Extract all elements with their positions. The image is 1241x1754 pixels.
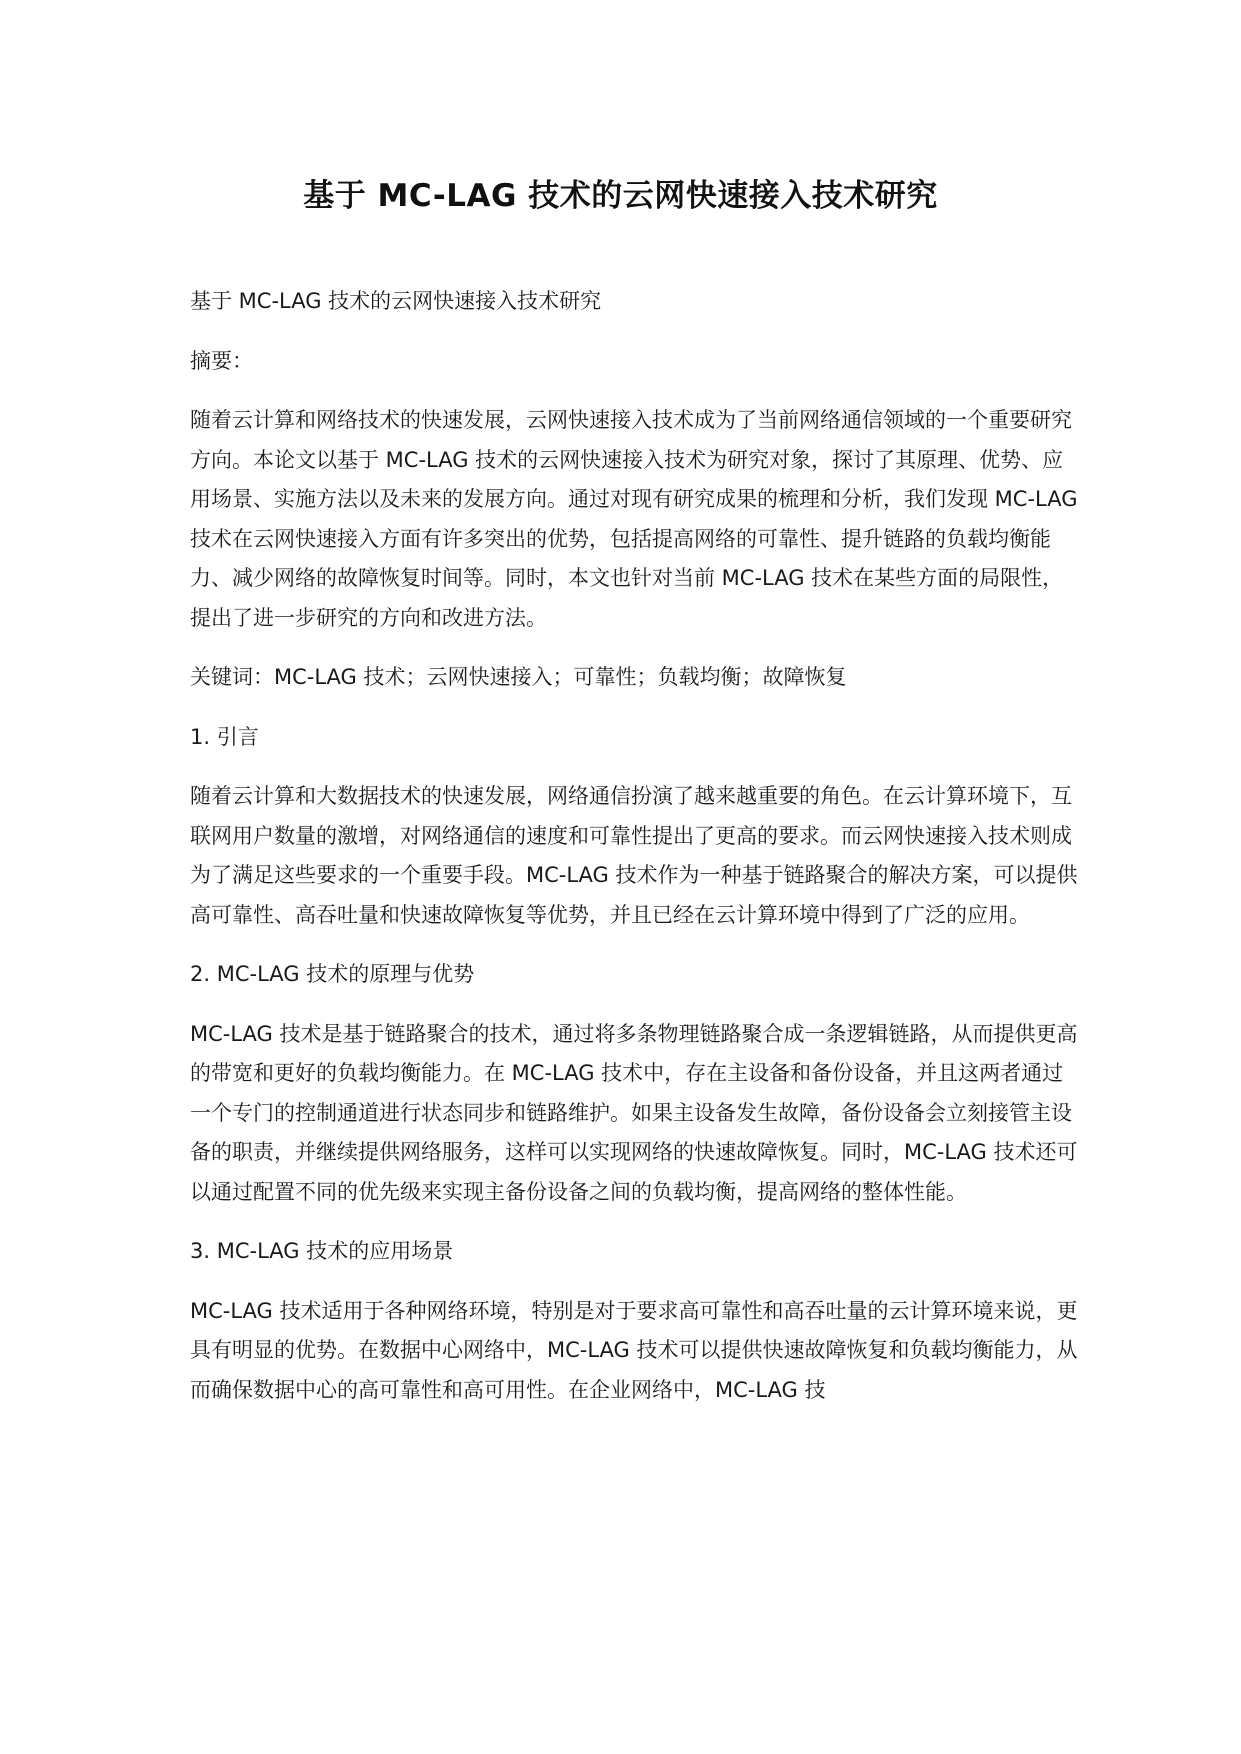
section-body-applications: MC-LAG 技术适用于各种网络环境，特别是对于要求高可靠性和高吞吐量的云计算环境来说，更具有明显的优势。在数据中心网络中，MC-LAG 技术可以提供快速故障恢复和负载均衡能力，从而确保数据中心的高可靠性和高可用性。在企业网络中，MC-LAG 技	[190, 1298, 1078, 1402]
section-body-intro: 随着云计算和大数据技术的快速发展，网络通信扮演了越来越重要的角色。在云计算环境下，互联网用户数量的激增，对网络通信的速度和可靠性提出了更高的要求。而云网快速接入技术则成为了满足这些要求的一个重要手段。MC-LAG 技术作为一种基于链路聚合的解决方案，可以提供高可靠性、高吞吐量和快速故障恢复等优势，并且已经在云计算环境中得到了广泛的应用。	[190, 784, 1078, 927]
abstract-label: 摘要：	[190, 348, 253, 373]
abstract-paragraph: 随着云计算和网络技术的快速发展，云网快速接入技术成为了当前网络通信领域的一个重要研究方向。本论文以基于 MC-LAG 技术的云网快速接入技术为研究对象，探讨了其原理、优势、应用场景、实施方法以及未来的发展方向。通过对现有研究成果的梳理和分析，我们发现 MC-LAG 技术在云网快速接入方面有许多突出的优势，包括提高网络的可靠性、提升链路的负载均衡能力、减少网络的故障恢复时间等。同时，本文也针对当前 MC-LAG 技术在某些方面的局限性，提出了进一步研究的方向和改进方法。	[190, 408, 1078, 630]
document-body	[190, 282, 1080, 1410]
section-body-principle: MC-LAG 技术是基于链路聚合的技术，通过将多条物理链路聚合成一条逻辑链路，从而提供更高的带宽和更好的负载均衡能力。在 MC-LAG 技术中，存在主设备和备份设备，并且这两者通过一个专门的控制通道进行状态同步和链路维护。如果主设备发生故障，备份设备会立刻接管主设备的职责，并继续提供网络服务，这样可以实现网络的快速故障恢复。同时，MC-LAG 技术还可以通过配置不同的优先级来实现主备份设备之间的负载均衡，提高网络的整体性能。	[190, 1021, 1078, 1204]
section-heading-principle: 2. MC-LAG 技术的原理与优势	[190, 962, 475, 986]
section-heading-intro: 1. 引言	[190, 724, 259, 749]
section-heading-applications: 3. MC-LAG 技术的应用场景	[190, 1239, 454, 1263]
keywords-line: 关键词：MC-LAG 技术；云网快速接入；可靠性；负载均衡；故障恢复	[190, 665, 847, 689]
document-title: 基于 MC-LAG 技术的云网快速接入技术研究	[303, 178, 938, 214]
document-subtitle: 基于 MC-LAG 技术的云网快速接入技术研究	[190, 289, 602, 313]
